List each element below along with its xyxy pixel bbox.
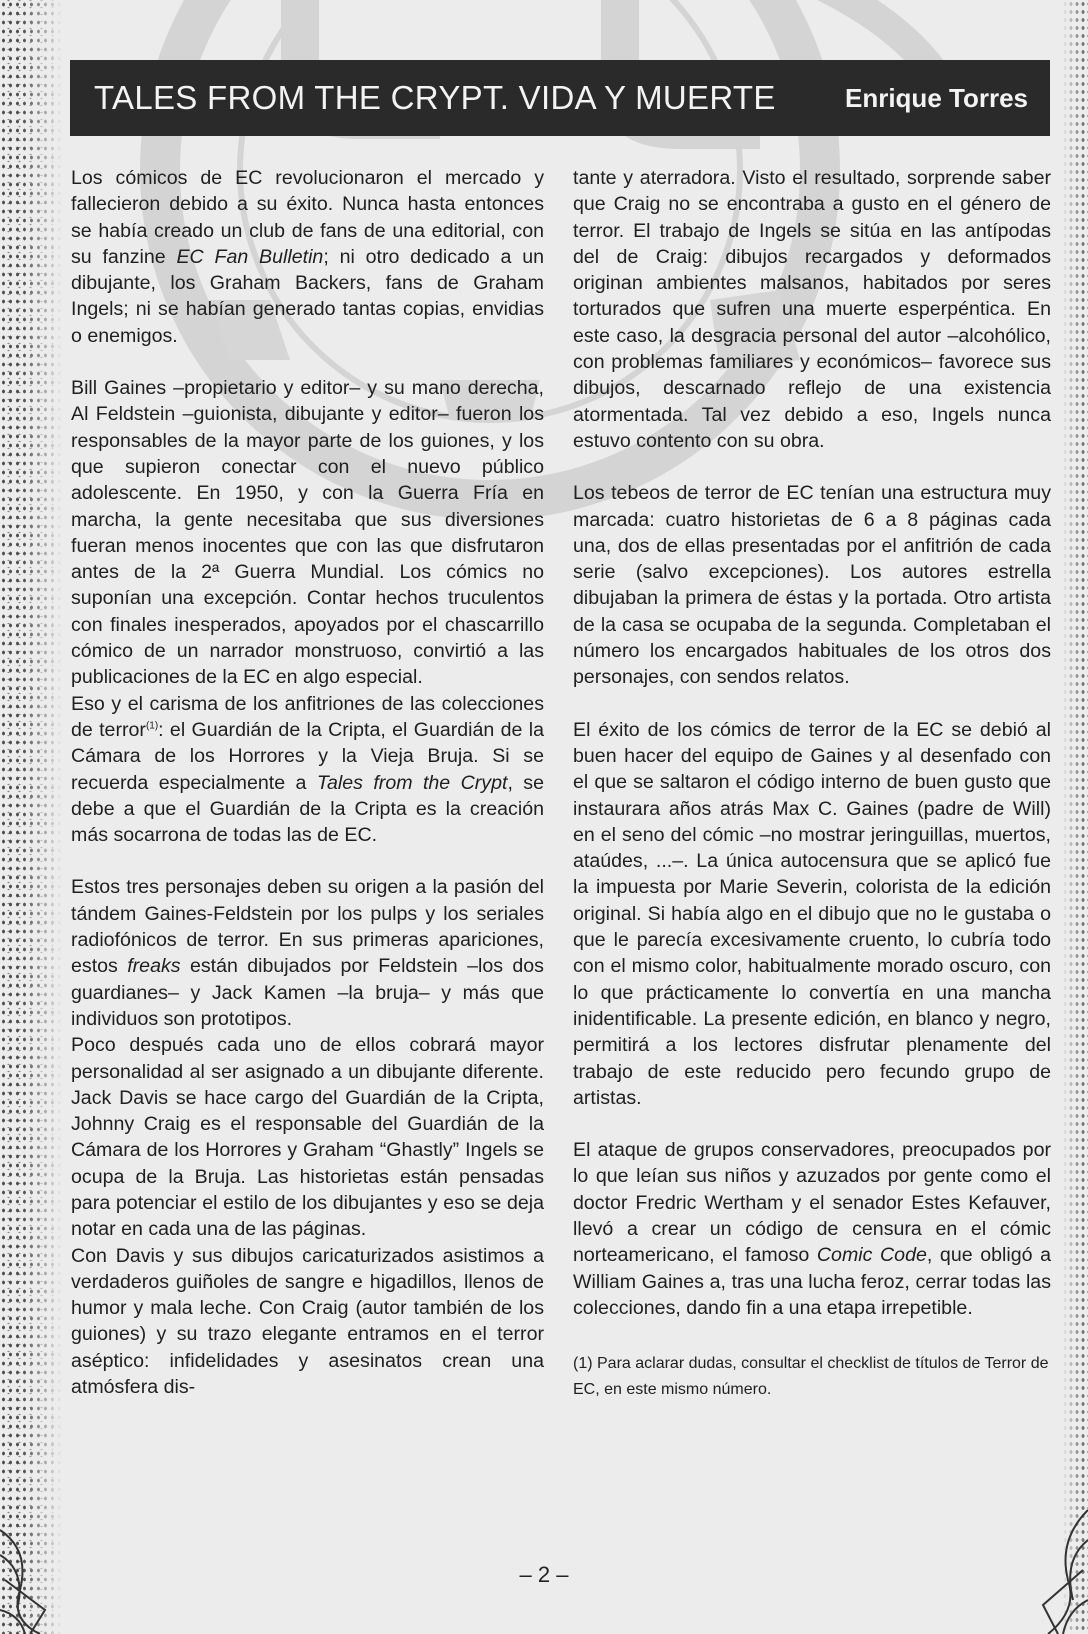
article-header xyxy=(70,60,1050,136)
right-edge-artwork xyxy=(1062,0,1088,1634)
publication-title: Comic Code xyxy=(816,1244,927,1267)
paragraph: Eso y el carisma de los anfitriones de las colecciones de terror$^{(1)}$: el Guardián de la Cripta, el Guardián de la Cámara de los Horrores y la Vieja Bruja. Si se recuerda especialmente a Tales from the Crypt, se debe a que el Guardián de la Cripta es la creación más socarrona de todas las de EC. xyxy=(71,692,544,847)
paragraph: Los cómicos de EC revolucionaron el mercado y fallecieron debido a su éxito. Nunca hasta entonces se había creado un club de fans de una editorial, con su fanzine EC Fan Bulletin; ni otro dedicado a un dibujante, los Graham Backers, fans de Graham Ingels; ni se habían generado tantas copias, envidias o enemigos. xyxy=(71,167,544,347)
left-edge-artwork xyxy=(0,0,62,1634)
paragraph: El ataque de grupos conservadores, preocupados por lo que leían sus niños y azuzados por gente como el doctor Fredric Wertham y el senador Estes Kefauver, llevó a crear un código de censura en el cómic norteamericano, el famoso Comic Code, que obligó a William Gaines a, tras una lucha feroz, cerrar todas las colecciones, dando fin a una etapa irrepetible. xyxy=(573,1139,1051,1319)
footnote: (1) Para aclarar dudas, consultar el checklist de títulos de Terror de EC, en este mismo número. xyxy=(573,1355,1049,1399)
paragraph: Con Davis y sus dibujos caricaturizados asistimos a verdaderos guiñoles de sangre e higadillos, llenos de humor y mala leche. Con Craig (autor también de los guiones) y su trazo elegante entramos en el terror aséptico: infidelidades y asesinatos crean una atmósfera dis- xyxy=(71,1244,544,1399)
right-text-column xyxy=(573,165,1051,1403)
article-title: TALES FROM THE CRYPT. VIDA Y MUERTE xyxy=(94,79,776,116)
paragraph: Los tebeos de terror de EC tenían una estructura muy marcada: cuatro historietas de 6 a 8 páginas cada una, dos de ellas presentadas por el anfitrión de cada serie (salvo excepciones). Los autores estrella dibujaban la primera de éstas y la portada. Otro artista de la casa se ocupaba de la segunda. Completaban el número los encargados habituales de los otros dos personajes, con sendos relatos. xyxy=(573,482,1051,689)
publication-title: Tales from the Crypt xyxy=(316,771,508,794)
left-text-column xyxy=(71,165,544,1400)
paragraph: Estos tres personajes deben su origen a la pasión del tándem Gaines-Feldstein por los pulps y los seriales radiofónicos de terror. En sus primeras apariciones, estos freaks están dibujados por Feldstein –los dos guardianes– y Jack Kamen –la bruja– y más que individuos son prototipos. xyxy=(71,876,544,1030)
page-number: – 2 – xyxy=(519,1562,569,1587)
paragraph: tante y aterradora. Visto el resultado, sorprende saber que Craig no se encontraba a gusto en el género de terror. El trabajo de Ingels se sitúa en las antípodas del de Craig: dibujos recargados y deformados originan ambientes malsanos, habitados por seres torturados que sufren una muerte esperpéntica. En este caso, la desgracia personal del autor –alcohólico, con problemas familiares y económicos– favorece sus dibujos, descarnado reflejo de una existencia atormentada. Tal vez debido a eso, Ingels nunca estuvo contento con su obra. xyxy=(573,167,1051,452)
publication-title: EC Fan Bulletin xyxy=(176,245,324,268)
footnote-marker: (1) xyxy=(145,720,159,732)
paragraph: Poco después cada uno de ellos cobrará mayor personalidad al ser asignado a un dibujante diferente. Jack Davis se hace cargo del Guardián de la Cripta, Johnny Craig es el responsable del Guardián de la Cámara de los Horrores y Graham “Ghastly” Ingels se ocupa de la Bruja. Las historietas están pensadas para potenciar el estilo de los dibujantes y eso se deja notar en cada una de las páginas. xyxy=(71,1034,544,1241)
article-author: Enrique Torres xyxy=(844,82,1028,113)
paragraph: El éxito de los cómics de terror de la EC se debió al buen hacer del equipo de Gaines y al desenfado con el que se saltaron el código interno de buen gusto que instaurara años atrás Max C. Gaines (padre de Will) en el seno del cómic –no mostrar jeringuillas, muertos, ataúdes, ...–. La única autocensura que se aplicó fue la impuesta por Marie Severin, colorista de la edición original. Si había algo en el dibujo que no le gustaba o que le parecía excesivamente cruento, lo cubría todo con el mismo color, habitualmente morado oscuro, con lo que prácticamente lo convertía en una mancha inidentificable. La presente edición, en blanco y negro, permitirá a los lectores disfrutar plenamente del trabajo de este reducido pero fecundo grupo de artistas. xyxy=(573,718,1051,1109)
paragraph: Bill Gaines –propietario y editor– y su mano derecha, Al Feldstein –guionista, dibujante y editor– fueron los responsables de la mayor parte de los guiones, y los que supieron conectar con el nuevo público adolescente. En 1950, y con la Guerra Fría en marcha, la gente necesitaba que sus diversiones fueran menos inocentes que con las que disfrutaron antes de la 2ª Guerra Mundial. Los cómics no suponían una excepción. Contar hechos truculentos con finales inesperados, apoyados por el chascarrillo cómico de un narrador monstruoso, convirtió a las publicaciones de la EC en algo especial. xyxy=(71,377,544,689)
